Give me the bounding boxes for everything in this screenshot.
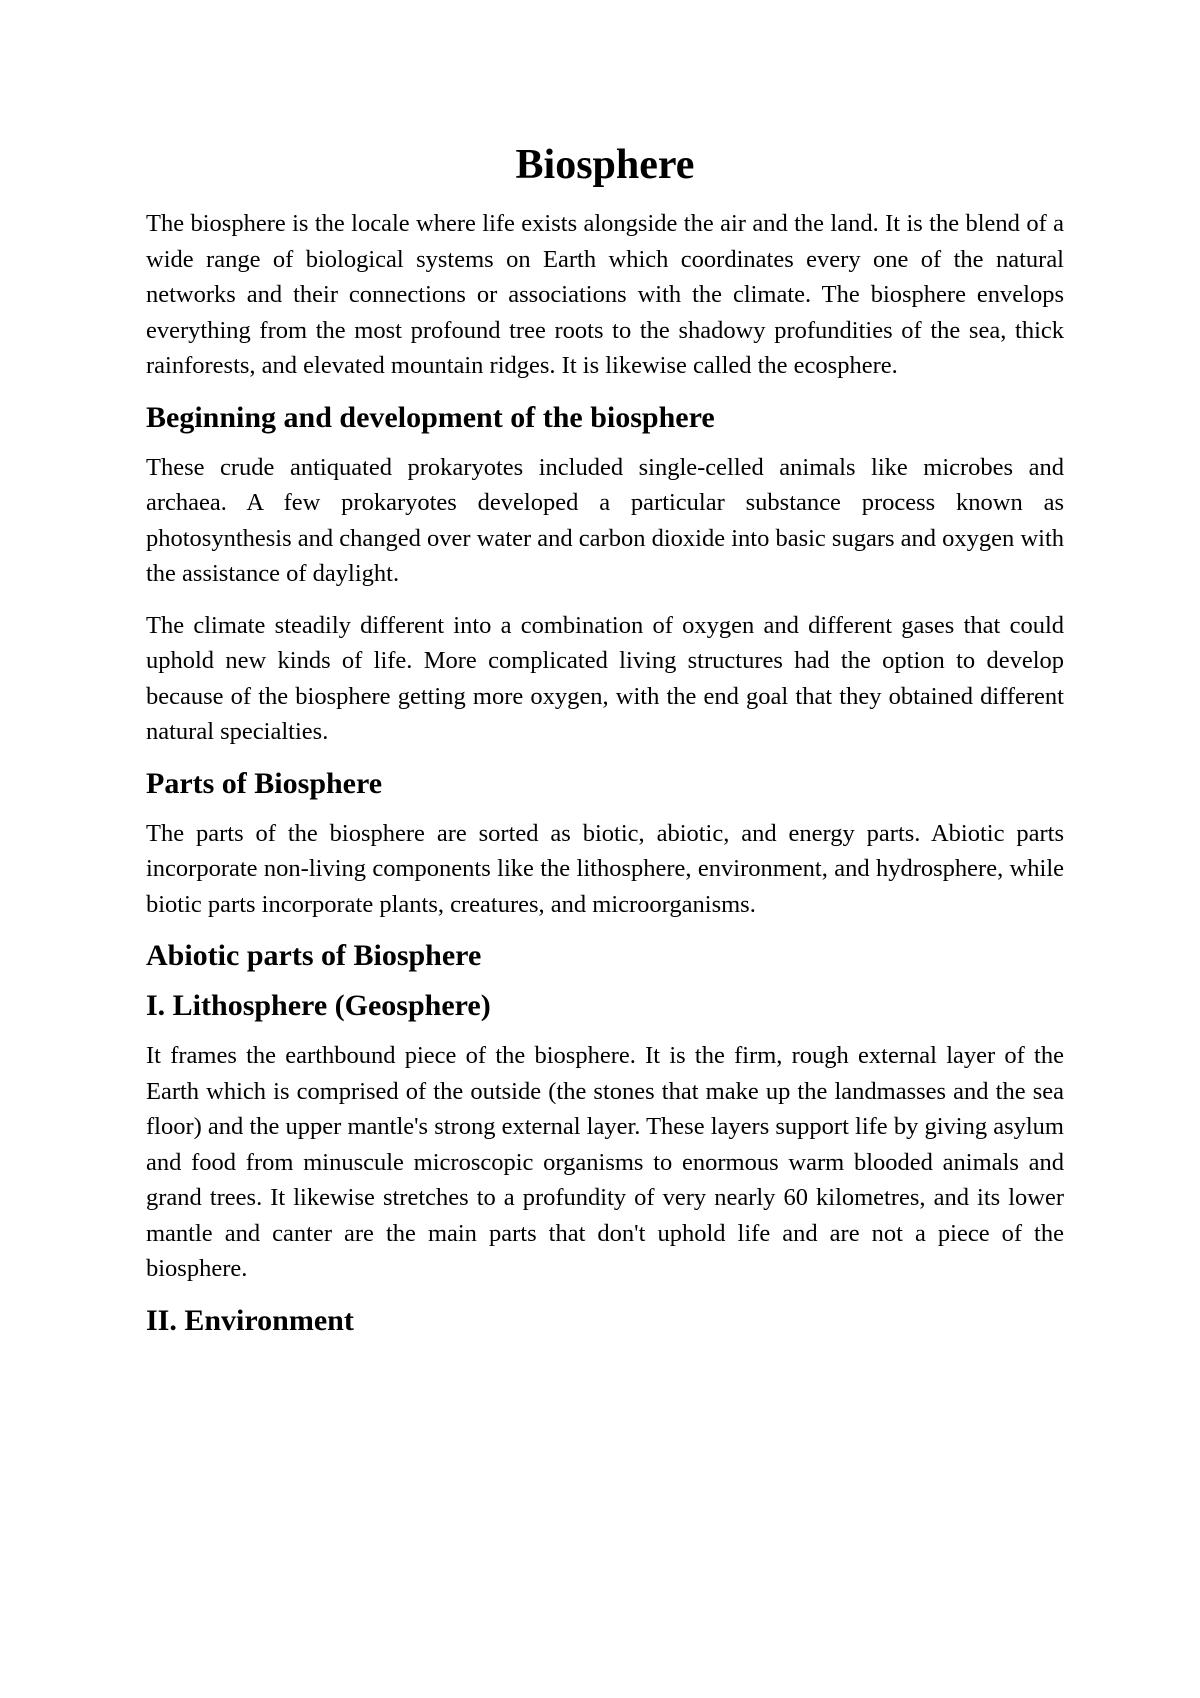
page-title: Biosphere (515, 142, 695, 188)
intro-paragraph: The biosphere is the locale where life exists alongside the air and the land. It is the blend of a wide range of biological systems on Earth which coordinates every one of the natural networks and their connections or associations with the climate. The biosphere envelops everything from the most profound tree roots to the shadowy profundities of the sea, thick rainforests, and elevated mountain ridges. It is likewise called the ecosphere. (146, 210, 1064, 380)
paragraph-parts: The parts of the biosphere are sorted as biotic, abiotic, and energy parts. Abiotic parts incorporate non-living components like the lithosphere, environment, and hydrosphere, while biotic parts incorporate plants, creatures, and microorganisms. (146, 819, 1064, 918)
section-heading-lithosphere: I. Lithosphere (Geosphere) (146, 989, 491, 1023)
paragraph-climate: The climate steadily different into a combination of oxygen and different gases that could uphold new kinds of life. More complicated living structures had the option to develop because of the biosphere getting more oxygen, with the end goal that they obtained different natural specialties. (146, 611, 1064, 746)
document-page (146, 140, 1064, 1353)
paragraph-lithosphere: It frames the earthbound piece of the biosphere. It is the firm, rough external layer of the Earth which is comprised of the outside (the stones that make up the landmasses and the sea floor) and the upper mantle's strong external layer. These layers support life by giving asylum and food from minuscule microscopic organisms to enormous warm blooded animals and grand trees. It likewise stretches to a profundity of very nearly 60 kilometres, and its lower mantle and canter are the main parts that don't uphold life and are not a piece of the biosphere. (146, 1042, 1064, 1283)
section-heading-environment: II. Environment (146, 1303, 354, 1337)
section-heading-abiotic: Abiotic parts of Biosphere (146, 939, 482, 973)
section-heading-beginning: Beginning and development of the biosphere (146, 400, 715, 434)
paragraph-prokaryotes: These crude antiquated prokaryotes included single-celled animals like microbes and archaea. A few prokaryotes developed a particular substance process known as photosynthesis and changed over water and carbon dioxide into basic sugars and oxygen with the assistance of daylight. (146, 453, 1064, 588)
section-heading-parts: Parts of Biosphere (146, 766, 383, 800)
